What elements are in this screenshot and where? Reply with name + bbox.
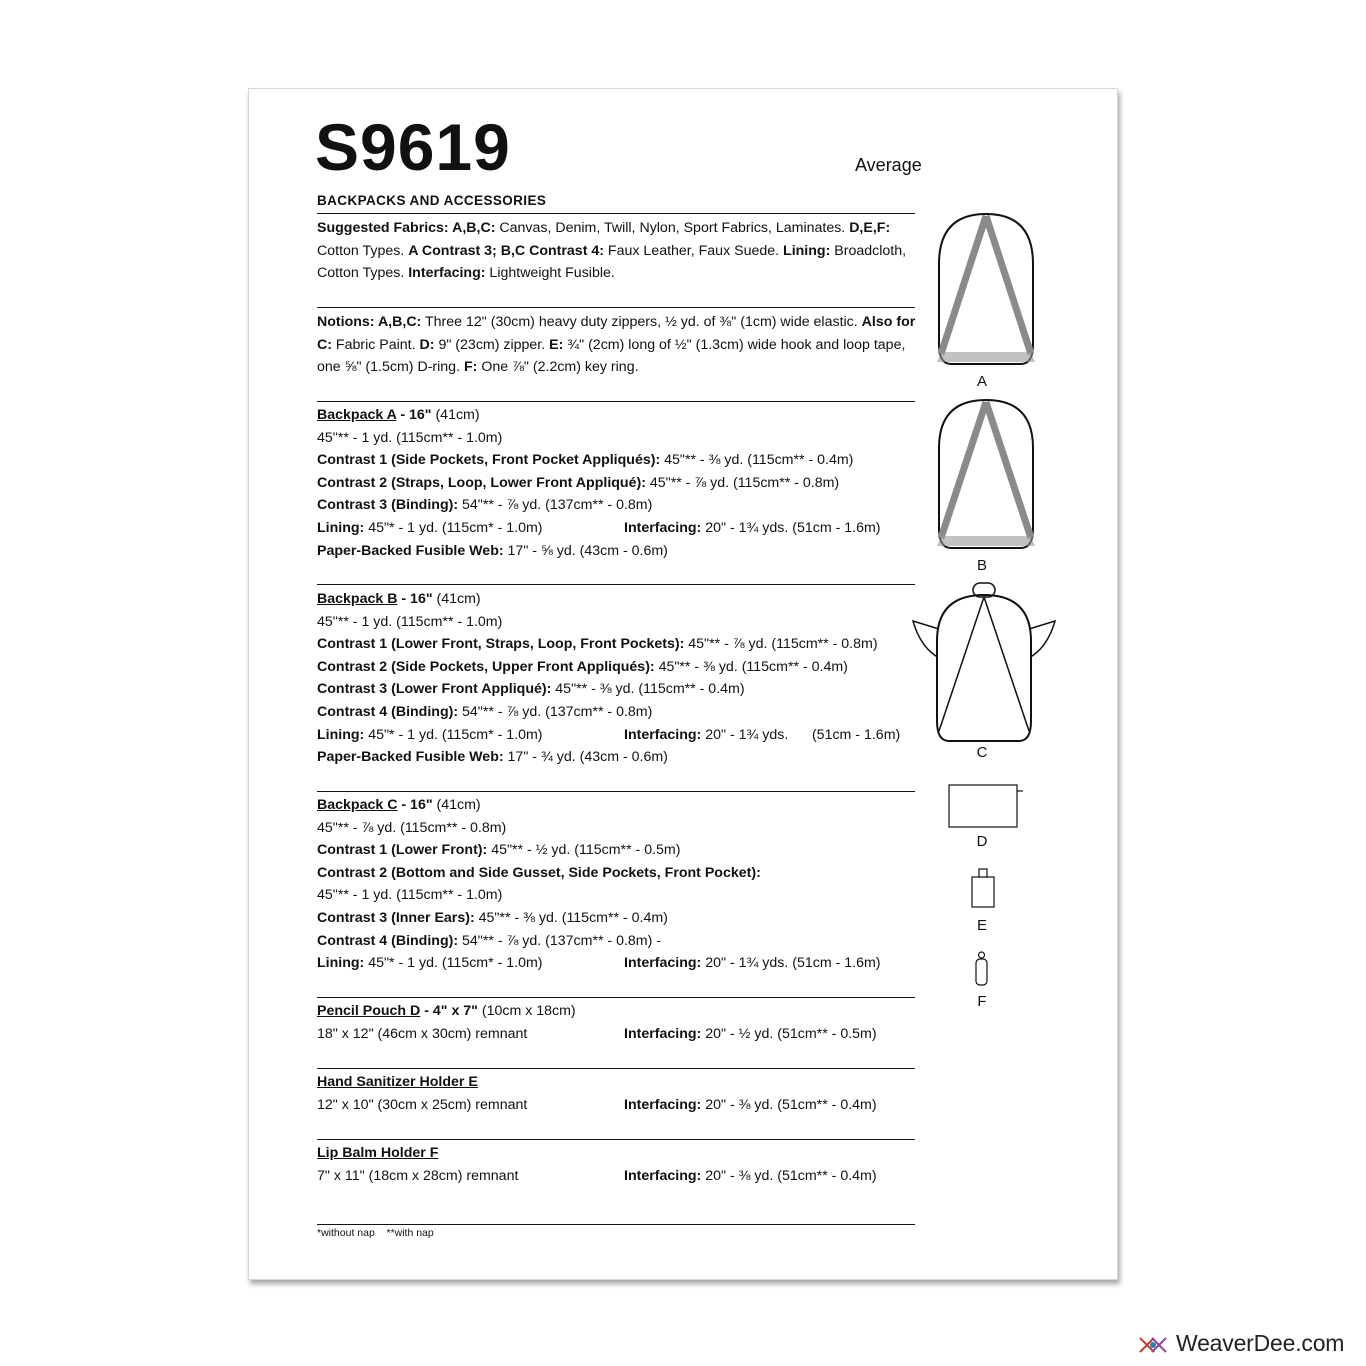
holder-f-section: Lip Balm Holder F 7" x 11" (18cm x 28cm) remnant Interfacing: 20" - ⅜ yd. (51cm** - 0.4m) bbox=[317, 1145, 877, 1184]
suggested-fabrics: Suggested Fabrics: A,B,C: Canvas, Denim, Twill, Nylon, Sport Fabrics, Laminates. D,E,F: Cotton Types. A Contrast 3; B,C Contrast 4: Faux Leather, Faux Suede. Lining: Broadcloth, Cotton Types. Interfacing: Lightweight Fusible. bbox=[317, 220, 907, 282]
view-label-a: A bbox=[976, 373, 987, 390]
yarn-logo-icon bbox=[1138, 1336, 1172, 1354]
pouch-d-section: Pencil Pouch D - 4" x 7" (10cm x 18cm) 18" x 12" (46cm x 30cm) remnant Interfacing: 20" - ½ yd. (51cm** - 0.5m) bbox=[317, 1003, 877, 1042]
divider bbox=[317, 213, 915, 214]
view-label-b: B bbox=[976, 557, 987, 574]
backpack-b-section: Backpack B - 16" (41cm) 45"** - 1 yd. (115cm** - 1.0m) Contrast 1 (Lower Front, Straps, Loop, Front Pockets): 45"** - ⅞ yd. (115cm** - 0.8m) Contrast 2 (Side Pockets, Upper Front Appliqués): 45"** - ⅜ yd. (115cm** - 0.4m) Contrast 3 (Lower Front Appliqué): 45"** - ⅜ yd. (115cm** - 0.4m) Contrast 4 (Binding): 54"** - ⅞ yd. (137cm** - 0.8m) Lining: 45"* - 1 yd. (115cm* - 1.0m) Interfacing: 20" - 1¾ yds. (51cm - 1.6m) Paper-Backed Fusible Web: 17" - ¾ yd. (43cm - 0.6m) bbox=[317, 591, 901, 766]
divider bbox=[317, 1224, 915, 1225]
pattern-subtitle: BACKPACKS AND ACCESSORIES bbox=[317, 193, 547, 208]
view-label-d: D bbox=[976, 833, 988, 850]
divider bbox=[317, 307, 915, 308]
difficulty-level: Average bbox=[855, 155, 922, 175]
holder-e-section: Hand Sanitizer Holder E 12" x 10" (30cm x 25cm) remnant Interfacing: 20" - ⅜ yd. (51cm** - 0.4m) bbox=[317, 1074, 877, 1113]
backpack-c-section: Backpack C - 16" (41cm) 45"** - ⅞ yd. (115cm** - 0.8m) Contrast 1 (Lower Front): 45"** - ½ yd. (115cm** - 0.5m) Contrast 2 (Bottom and Side Gusset, Side Pockets, Front Pocket): 45"** - 1 yd. (115cm** - 1.0m) Contrast 3 (Inner Ears): 45"** - ⅜ yd. (115cm** - 0.4m) Contrast 4 (Binding): 54"** - ⅞ yd. (137cm** - 0.8m) - Lining: 45"* - 1 yd. (115cm* - 1.0m) Interfacing: 20" - 1¾ yds. (51cm - 1.6m) bbox=[317, 797, 881, 972]
divider bbox=[317, 997, 915, 998]
brand-watermark bbox=[1138, 1330, 1344, 1357]
lip-balm-holder-f-illustration bbox=[973, 951, 991, 989]
divider bbox=[317, 401, 915, 402]
backpack-a-section: Backpack A - 16" (41cm) 45"** - 1 yd. (115cm** - 1.0m) Contrast 1 (Side Pockets, Front Pocket Appliqués): 45"** - ⅜ yd. (115cm** - 0.4m) Contrast 2 (Straps, Loop, Lower Front Appliqué): 45"** - ⅞ yd. (115cm** - 0.8m) Contrast 3 (Binding): 54"** - ⅞ yd. (137cm** - 0.8m) Lining: 45"* - 1 yd. (115cm* - 1.0m) Interfacing: 20" - 1¾ yds. (51cm - 1.6m) Paper-Backed Fusible Web: 17" - ⅝ yd. (43cm - 0.6m) bbox=[317, 407, 881, 559]
pattern-code: S9619 bbox=[315, 110, 511, 184]
pattern-envelope-back bbox=[248, 88, 1118, 1280]
divider bbox=[317, 791, 915, 792]
sanitizer-holder-e-illustration bbox=[969, 867, 999, 913]
divider bbox=[317, 1139, 915, 1140]
view-label-c: C bbox=[976, 744, 988, 761]
backpack-b-illustration bbox=[929, 386, 1043, 560]
divider bbox=[317, 584, 915, 585]
divider bbox=[317, 1068, 915, 1069]
pencil-pouch-d-illustration bbox=[947, 781, 1027, 831]
notions: Notions: A,B,C: Three 12" (30cm) heavy duty zippers, ½ yd. of ⅜" (1cm) wide elastic. Also for C: Fabric Paint. D: 9" (23cm) zipper. E: ¾" (2cm) long of ½" (1.3cm) wide hook and loop tape, one ⅝" (1.5cm) D-ring. F: One ⅞" (2.2cm) key ring. bbox=[317, 314, 916, 376]
brand-name: WeaverDee.com bbox=[1176, 1330, 1345, 1356]
backpack-c-illustration bbox=[911, 569, 1057, 751]
view-label-e: E bbox=[976, 917, 987, 934]
view-label-f: F bbox=[977, 993, 987, 1010]
footnote: *without nap **with nap bbox=[317, 1227, 434, 1239]
backpack-a-illustration bbox=[929, 194, 1043, 374]
